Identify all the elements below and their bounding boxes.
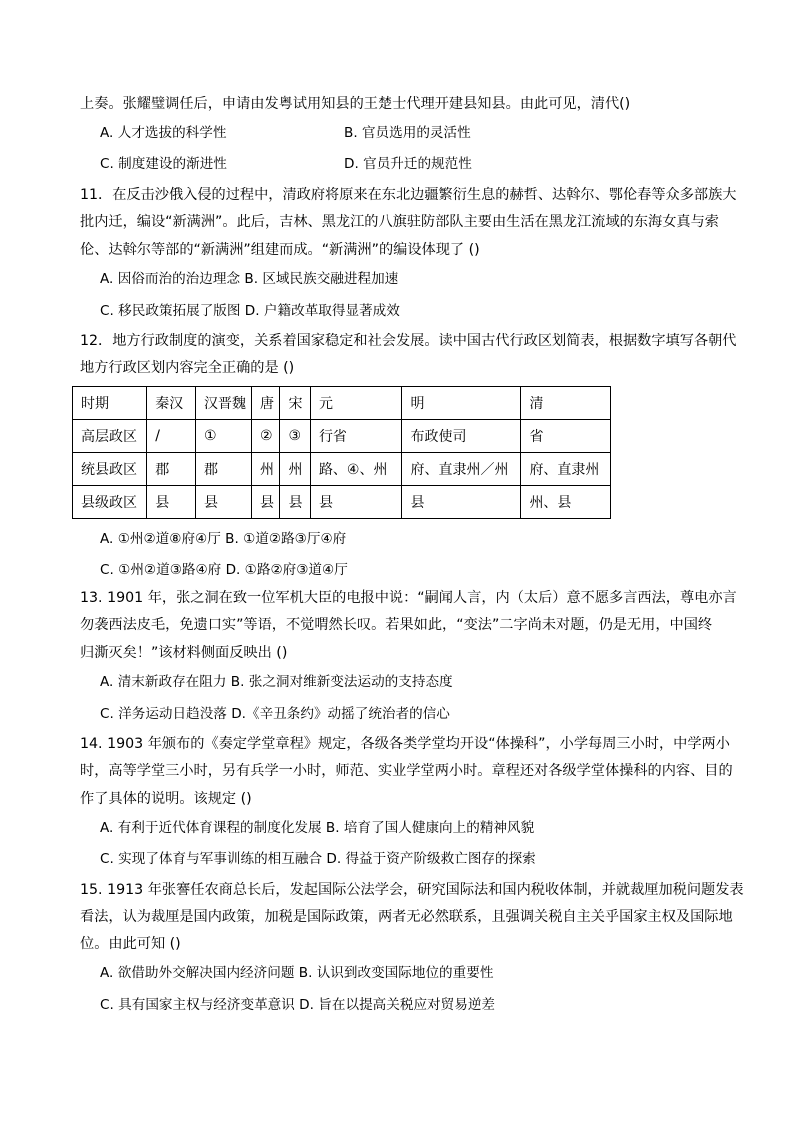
table-cell: 郡 bbox=[196, 453, 252, 486]
q11-stem-line: 批内迁，编设“新满洲”。此后，吉林、黑龙江的八旗驻防部队主要由生活在黑龙江流域的东海女真与索 bbox=[80, 214, 719, 230]
q13-stem-line: 13. 1901 年，张之洞在致一位军机大臣的电报中说：“嗣闻人言，内（太后）意不愿多言西法，尊电亦言 bbox=[80, 590, 737, 606]
table-cell: 行省 bbox=[310, 420, 402, 453]
table-cell: ② bbox=[251, 420, 279, 453]
table-cell: 县级政区 bbox=[73, 486, 147, 519]
table-cell: / bbox=[147, 420, 196, 453]
table-cell: 省 bbox=[521, 420, 611, 453]
table-cell: 府、直隶州 bbox=[521, 453, 611, 486]
table-cell: 县 bbox=[147, 486, 196, 519]
q15-stem-line: 15. 1913 年张謇任农商总长后，发起国际公法学会，研究国际法和国内税收体制，并就裁厘加税问题发表 bbox=[80, 882, 744, 898]
table-row bbox=[73, 486, 611, 519]
administrative-region-table bbox=[72, 386, 611, 519]
q11-stem-line: 11．在反击沙俄入侵的过程中，清政府将原来在东北边疆繁衍生息的赫哲、达斡尔、鄂伦春等众多部族大 bbox=[80, 187, 737, 203]
table-cell: 清 bbox=[521, 387, 611, 420]
table-cell: 县 bbox=[251, 486, 279, 519]
table-row bbox=[73, 420, 611, 453]
q14-stem-line: 14. 1903 年颁布的《奏定学堂章程》规定，各级各类学堂均开设“体操科”，小学每周三小时，中学两小 bbox=[80, 736, 730, 752]
table-cell: ③ bbox=[280, 420, 311, 453]
table-cell: ① bbox=[196, 420, 252, 453]
q12-options-cd: C. ①州②道③路④府 D. ①路②府③道④厅 bbox=[100, 562, 348, 578]
q14-options-cd: C. 实现了体育与军事训练的相互融合 D. 得益于资产阶级救亡图存的探索 bbox=[100, 851, 536, 867]
table-cell: 汉晋魏 bbox=[196, 387, 252, 420]
q10-option-d: D. 官员升迁的规范性 bbox=[344, 156, 472, 172]
table-cell: 秦汉 bbox=[147, 387, 196, 420]
table-cell: 高层政区 bbox=[73, 420, 147, 453]
table-cell: 布政使司 bbox=[402, 420, 521, 453]
table-cell: 州 bbox=[251, 453, 279, 486]
q15-stem-line: 位。由此可知 () bbox=[80, 936, 181, 952]
table-cell: 县 bbox=[402, 486, 521, 519]
q15-options-cd: C. 具有国家主权与经济变革意识 D. 旨在以提高关税应对贸易逆差 bbox=[100, 997, 495, 1013]
table-cell: 州 bbox=[280, 453, 311, 486]
q13-options-ab: A. 清末新政存在阻力 B. 张之洞对维新变法运动的支持态度 bbox=[100, 674, 453, 690]
table-row bbox=[73, 453, 611, 486]
table-cell: 县 bbox=[196, 486, 252, 519]
q14-stem-line: 作了具体的说明。该规定 () bbox=[80, 791, 252, 807]
table-cell: 路、④、州 bbox=[310, 453, 402, 486]
table-header-row bbox=[73, 387, 611, 420]
q15-stem-line: 看法，认为裁厘是国内政策，加税是国际政策，两者无必然联系，且强调关税自主关乎国家主权及国际地 bbox=[80, 909, 733, 925]
q14-stem-line: 时，高等学堂三小时，另有兵学一小时，师范、实业学堂两小时。章程还对各级学堂体操科的内容、目的 bbox=[80, 763, 733, 779]
q12-stem-line: 地方行政区划内容完全正确的是 () bbox=[80, 360, 295, 376]
q11-stem-line: 伦、达斡尔等部的“新满洲”组建而成。“新满洲”的编设体现了 () bbox=[80, 242, 480, 258]
table-cell: 郡 bbox=[147, 453, 196, 486]
q10-option-a: A. 人才选拔的科学性 bbox=[100, 125, 227, 141]
table-cell: 元 bbox=[310, 387, 402, 420]
table-cell: 时期 bbox=[73, 387, 147, 420]
q15-options-ab: A. 欲借助外交解决国内经济问题 B. 认识到改变国际地位的重要性 bbox=[100, 965, 494, 981]
q11-options-ab: A. 因俗而治的治边理念 B. 区域民族交融进程加速 bbox=[100, 271, 399, 287]
table-cell: 明 bbox=[402, 387, 521, 420]
q12-stem-line: 12．地方行政制度的演变，关系着国家稳定和社会发展。读中国古代行政区划简表，根据数字填写各朝代 bbox=[80, 333, 737, 349]
table-cell: 县 bbox=[310, 486, 402, 519]
table-cell: 州、县 bbox=[521, 486, 611, 519]
q13-stem-line: 归澌灭矣！”该材料侧面反映出 () bbox=[80, 645, 288, 661]
q10-option-c: C. 制度建设的渐进性 bbox=[100, 156, 227, 172]
q13-stem-line: 勿袭西法皮毛，免遗口实”等语，不觉喟然长叹。若果如此，“变法”二字尚未对题，仍是无用，中国终 bbox=[80, 617, 713, 633]
table-cell: 县 bbox=[280, 486, 311, 519]
q10-stem-line: 上奏。张耀璧调任后，申请由发粤试用知县的王楚士代理开建县知县。由此可见，清代() bbox=[80, 96, 631, 112]
q12-options-ab: A. ①州②道⑧府④厅 B. ①道②路③厅④府 bbox=[100, 531, 347, 547]
q10-option-b: B. 官员选用的灵活性 bbox=[344, 125, 471, 141]
table-cell: 统县政区 bbox=[73, 453, 147, 486]
table-cell: 府、直隶州／州 bbox=[402, 453, 521, 486]
q13-options-cd: C. 洋务运动日趋没落 D.《辛丑条约》动摇了统治者的信心 bbox=[100, 706, 450, 722]
q11-options-cd: C. 移民政策拓展了版图 D. 户籍改革取得显著成效 bbox=[100, 303, 400, 319]
table-cell: 宋 bbox=[280, 387, 311, 420]
q14-options-ab: A. 有利于近代体育课程的制度化发展 B. 培育了国人健康向上的精神风貌 bbox=[100, 820, 535, 836]
table-cell: 唐 bbox=[251, 387, 279, 420]
